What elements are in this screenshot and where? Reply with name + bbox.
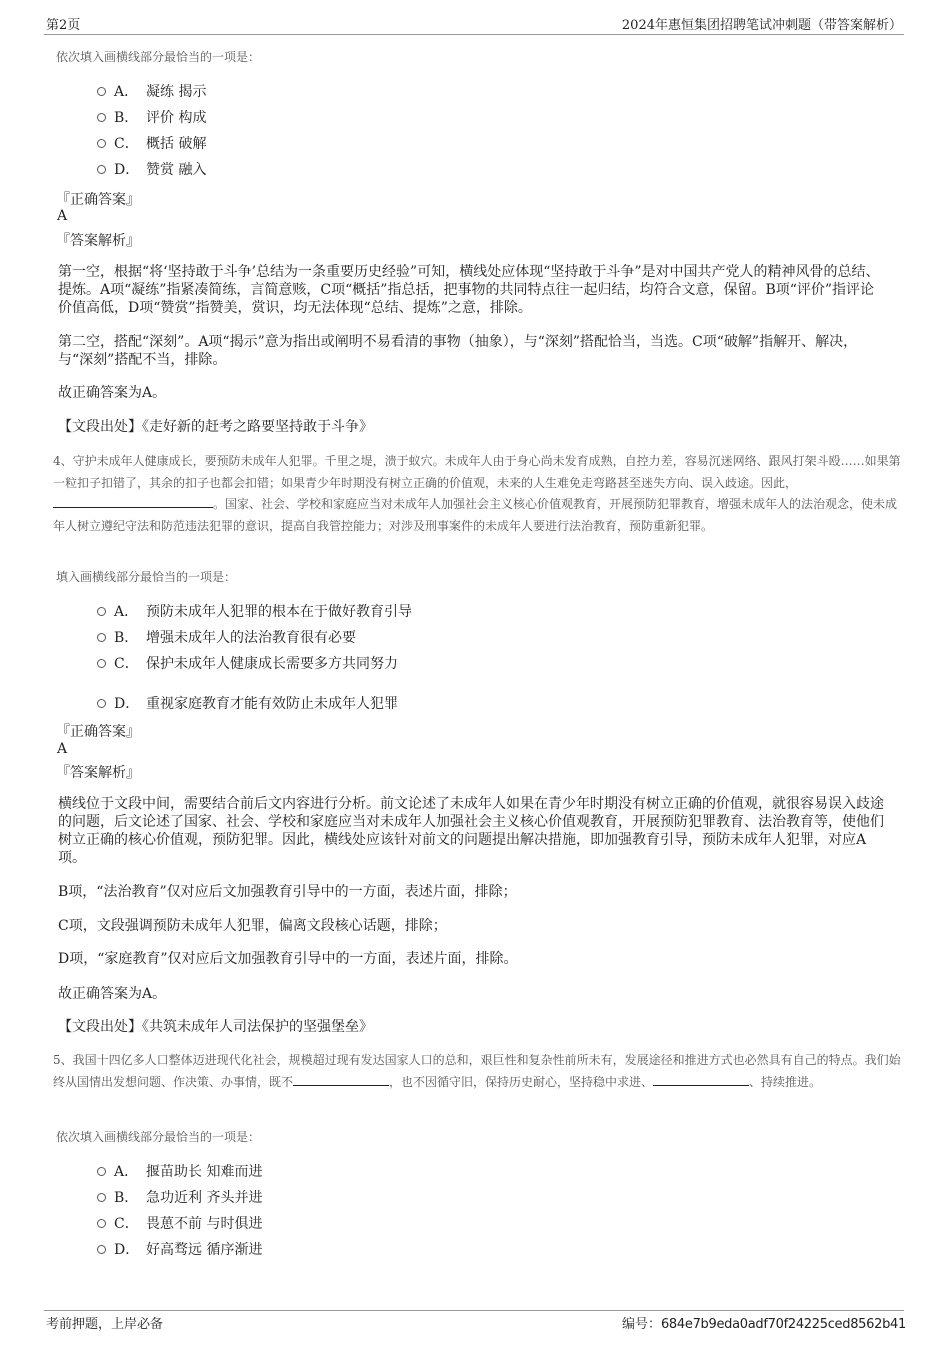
footer-code-value: 684e7b9eda0adf70f24225ced8562b41	[660, 1317, 906, 1332]
q5-prompt: 依次填入画横线部分最恰当的一项是：	[56, 1130, 261, 1144]
radio-icon[interactable]	[97, 1167, 106, 1176]
option-letter: D．	[114, 1242, 140, 1258]
option-letter: D．	[114, 162, 140, 178]
option-text: 评价 构成	[146, 110, 207, 126]
option-letter: A．	[114, 604, 139, 620]
q3-answer: A	[57, 208, 68, 224]
radio-icon[interactable]	[97, 165, 106, 174]
q5-stem	[53, 1050, 908, 1093]
option-letter: B．	[114, 110, 139, 126]
footer-code-label: 编号：	[621, 1317, 661, 1332]
q3-analysis-tag: 『答案解析』	[56, 233, 140, 249]
q5-stem-part-1: 5、我国十四亿多人口整体迈进现代化社会，规模超过现有发达国家人口的总和，艰巨性和复杂性前所未有，发展途径和推进方式也必然具有自己的特点。我们始终从国情出发想问题、作决策、办事情，既不	[53, 1053, 901, 1089]
option-letter: C．	[114, 1216, 139, 1232]
radio-icon[interactable]	[97, 1219, 106, 1228]
q4-stem	[53, 451, 908, 537]
option-text: 概括 破解	[146, 136, 207, 152]
option-text: 揠苗助长 知难而进	[146, 1164, 263, 1180]
q4-option-b[interactable]	[97, 626, 356, 648]
option-letter: B．	[114, 630, 139, 646]
q4-analysis-para-1: 横线位于文段中间，需要结合前后文内容进行分析。前文论述了未成年人如果在青少年时期没有树立正确的价值观，就很容易误入歧途的问题，后文论述了国家、社会、学校和家庭应当对未成年人加强社会主义核心价值观教育，开展预防犯罪教育、法治教育等，使他们树立正确的核心价值观，预防犯罪。因此，横线处应该针对前文的问题提出解决措施，即加强教育引导，预防未成年人犯罪，对应A项。	[58, 796, 884, 866]
header-divider	[44, 34, 904, 35]
q4-analysis-para-4: D项，“家庭教育”仅对应后文加强教育引导中的一方面，表述片面，排除。	[58, 951, 518, 967]
q3-analysis-conclusion: 故正确答案为A。	[58, 385, 167, 401]
q5-stem-part-3: 、持续推进。	[749, 1074, 822, 1089]
q4-analysis-tag: 『答案解析』	[56, 765, 140, 781]
q4-option-a[interactable]	[97, 600, 412, 622]
option-text: 凝练 揭示	[146, 84, 207, 100]
option-letter: B．	[114, 1190, 139, 1206]
q4-option-d[interactable]	[97, 692, 398, 714]
q3-answer-tag: 『正确答案』	[56, 192, 140, 208]
q4-option-c[interactable]	[97, 652, 398, 674]
option-letter: A．	[114, 1164, 139, 1180]
q4-analysis-para-2: B项，“法治教育”仅对应后文加强教育引导中的一方面，表述片面，排除；	[58, 884, 517, 900]
q4-stem-before: 4、守护未成年人健康成长，要预防未成年人犯罪。千里之堤，溃于蚁穴。未成年人由于身心尚未发育成熟，自控力差，容易沉迷网络、跟风打架斗殴……如果第一粒扣子扣错了，其余的扣子也都会扣错；如果青少年时期没有树立正确的价值观，未来的人生难免走弯路甚至迷失方向、误入歧途。因此，	[53, 454, 901, 490]
q3-option-c[interactable]	[97, 132, 206, 154]
q4-stem-after: 。国家、社会、学校和家庭应当对未成年人加强社会主义核心价值观教育，开展预防犯罪教育，增强未成年人的法治观念，使未成年人树立遵纪守法和防范违法犯罪的意识，提高自我管控能力；对涉及刑事案件的未成年人要进行法治教育，预防重新犯罪。	[53, 497, 898, 533]
radio-icon[interactable]	[97, 139, 106, 148]
q4-prompt: 填入画横线部分最恰当的一项是：	[56, 570, 237, 584]
option-text: 预防未成年人犯罪的根本在于做好教育引导	[146, 604, 412, 620]
q4-source: 【文段出处】《共筑未成年人司法保护的坚强堡垒》	[58, 1019, 373, 1035]
q5-option-b[interactable]	[97, 1186, 262, 1208]
footer-divider	[44, 1310, 904, 1311]
radio-icon[interactable]	[97, 1245, 106, 1254]
footer-code	[622, 1313, 906, 1332]
q5-blank-1	[293, 1073, 389, 1086]
q5-option-a[interactable]	[97, 1160, 262, 1182]
option-text: 赞赏 融入	[146, 162, 207, 178]
q3-option-a[interactable]	[97, 80, 206, 102]
q3-option-d[interactable]	[97, 158, 206, 180]
radio-icon[interactable]	[97, 87, 106, 96]
q5-option-c[interactable]	[97, 1212, 262, 1234]
option-text: 急功近利 齐头并进	[146, 1190, 263, 1206]
option-text: 好高骛远 循序渐进	[146, 1242, 263, 1258]
q3-analysis-para-2: 第二空，搭配“深刻”。A项“揭示”意为指出或阐明不易看清的事物（抽象），与“深刻”搭配恰当，当选。C项“破解”指解开、解决，与“深刻”搭配不当，排除。	[58, 334, 858, 368]
q5-option-d[interactable]	[97, 1238, 262, 1260]
option-text: 重视家庭教育才能有效防止未成年人犯罪	[146, 696, 398, 712]
option-text: 增强未成年人的法治教育很有必要	[146, 630, 356, 646]
q5-blank-2	[653, 1073, 749, 1086]
radio-icon[interactable]	[97, 607, 106, 616]
q3-analysis-para-1: 第一空，根据“将‘坚持敢于斗争’总结为一条重要历史经验”可知，横线处应体现“坚持敢于斗争”是对中国共产党人的精神风骨的总结、提炼。A项“凝练”指紧凑简练，言简意赅，C项“概括”指总括，把事物的共同特点往一起归结，均符合文意，保留。B项“评价”指评论价值高低，D项“赞赏”指赞美，赏识，均无法体现“总结、提炼”之意，排除。	[58, 264, 880, 316]
page-number: 第2页	[46, 18, 81, 33]
q3-source: 【文段出处】《走好新的赶考之路要坚持敢于斗争》	[58, 419, 373, 435]
q3-option-b[interactable]	[97, 106, 206, 128]
option-letter: A．	[114, 84, 139, 100]
radio-icon[interactable]	[97, 659, 106, 668]
radio-icon[interactable]	[97, 1193, 106, 1202]
q3-prompt: 依次填入画横线部分最恰当的一项是：	[56, 50, 261, 64]
option-letter: C．	[114, 656, 139, 672]
option-letter: C．	[114, 136, 139, 152]
radio-icon[interactable]	[97, 699, 106, 708]
option-text: 畏葸不前 与时俱进	[146, 1216, 263, 1232]
q4-answer: A	[57, 741, 68, 757]
footer-slogan: 考前押题，上岸必备	[46, 1317, 164, 1332]
document-title: 2024年惠恒集团招聘笔试冲刺题（带答案解析）	[621, 18, 902, 33]
option-letter: D．	[114, 696, 140, 712]
q4-blank	[53, 495, 213, 508]
q5-stem-part-2: ，也不因循守旧，保持历史耐心，坚持稳中求进、	[389, 1074, 654, 1089]
q4-analysis-para-3: C项，文段强调预防未成年人犯罪，偏离文段核心话题，排除；	[58, 918, 447, 934]
q4-answer-tag: 『正确答案』	[56, 724, 140, 740]
radio-icon[interactable]	[97, 633, 106, 642]
q4-analysis-conclusion: 故正确答案为A。	[58, 986, 167, 1002]
radio-icon[interactable]	[97, 113, 106, 122]
option-text: 保护未成年人健康成长需要多方共同努力	[146, 656, 398, 672]
